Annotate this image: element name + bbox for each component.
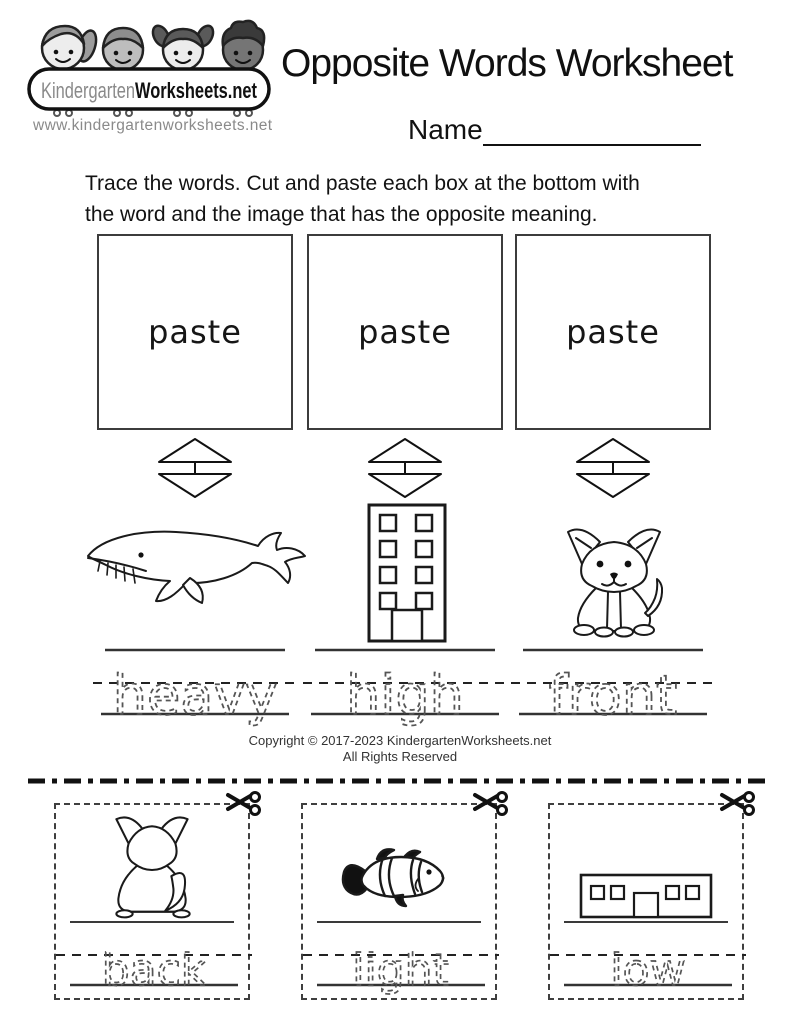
writing-line bbox=[70, 921, 234, 923]
writing-line bbox=[317, 921, 481, 923]
instructions-line-2: the word and the image that has the opposite meaning. bbox=[85, 203, 598, 227]
scissors-icon bbox=[226, 790, 262, 818]
scissors-icon bbox=[720, 790, 756, 818]
instructions bbox=[85, 168, 745, 230]
website-url: www.kindergartenworksheets.net bbox=[33, 117, 273, 134]
trace-word-text: low bbox=[610, 945, 686, 996]
dog-back-view-image bbox=[96, 817, 208, 919]
logo-brand-bold: Worksheets.net bbox=[135, 78, 299, 103]
whale-image bbox=[78, 506, 310, 651]
cutout-box-light[interactable] bbox=[301, 803, 497, 1000]
name-row bbox=[408, 114, 701, 146]
trace-word-heavy[interactable] bbox=[91, 645, 299, 733]
clownfish-image bbox=[339, 845, 459, 911]
paste-label: paste bbox=[566, 313, 660, 351]
cut-separator-line bbox=[28, 776, 772, 786]
paste-label: paste bbox=[148, 313, 242, 351]
scissors-icon bbox=[473, 790, 509, 818]
trace-word-back[interactable] bbox=[56, 931, 252, 999]
trace-word-text: front bbox=[548, 664, 678, 727]
trace-word-text: heavy bbox=[112, 664, 278, 727]
trace-word-high[interactable] bbox=[301, 645, 509, 733]
kindergartenworksheets-logo bbox=[25, 12, 299, 120]
logo-kid-boy-curly bbox=[223, 21, 264, 70]
name-label: Name bbox=[408, 114, 483, 145]
logo-kid-girl-ponytail bbox=[42, 26, 100, 69]
paste-box-3[interactable] bbox=[515, 234, 711, 430]
logo-kid-boy bbox=[103, 28, 143, 70]
dog-front-view-image bbox=[562, 524, 666, 642]
trace-word-light[interactable] bbox=[303, 931, 499, 999]
name-input-line[interactable] bbox=[483, 118, 701, 146]
up-down-arrow-icon bbox=[149, 437, 241, 499]
low-building-image bbox=[579, 873, 713, 921]
writing-line bbox=[564, 921, 728, 923]
paste-box-2[interactable] bbox=[307, 234, 503, 430]
logo-brand-gray: Kindergarten bbox=[41, 78, 167, 103]
instructions-line-1: Trace the words. Cut and paste each box at the bottom with bbox=[85, 172, 640, 195]
copyright-notice bbox=[0, 733, 800, 766]
page-title: Opposite Words Worksheet bbox=[281, 42, 733, 85]
logo-kids-feet bbox=[54, 110, 252, 116]
trace-word-low[interactable] bbox=[550, 931, 746, 999]
cutout-box-low[interactable] bbox=[548, 803, 744, 1000]
cutout-box-back[interactable] bbox=[54, 803, 250, 1000]
logo-brand-text bbox=[41, 78, 299, 103]
trace-word-text: back bbox=[101, 945, 207, 996]
up-down-arrow-icon bbox=[567, 437, 659, 499]
tall-building-image bbox=[366, 503, 448, 643]
trace-word-front[interactable] bbox=[509, 645, 717, 733]
trace-word-text: light bbox=[352, 945, 450, 996]
copyright-line-2: All Rights Reserved bbox=[342, 749, 458, 765]
copyright-line-1: Copyright © 2017-2023 KindergartenWorksheets.net bbox=[248, 733, 552, 748]
up-down-arrow-icon bbox=[359, 437, 451, 499]
logo-kid-girl-pigtails bbox=[150, 23, 217, 70]
paste-box-1[interactable] bbox=[97, 234, 293, 430]
trace-word-text: high bbox=[346, 664, 464, 727]
paste-label: paste bbox=[358, 313, 452, 351]
